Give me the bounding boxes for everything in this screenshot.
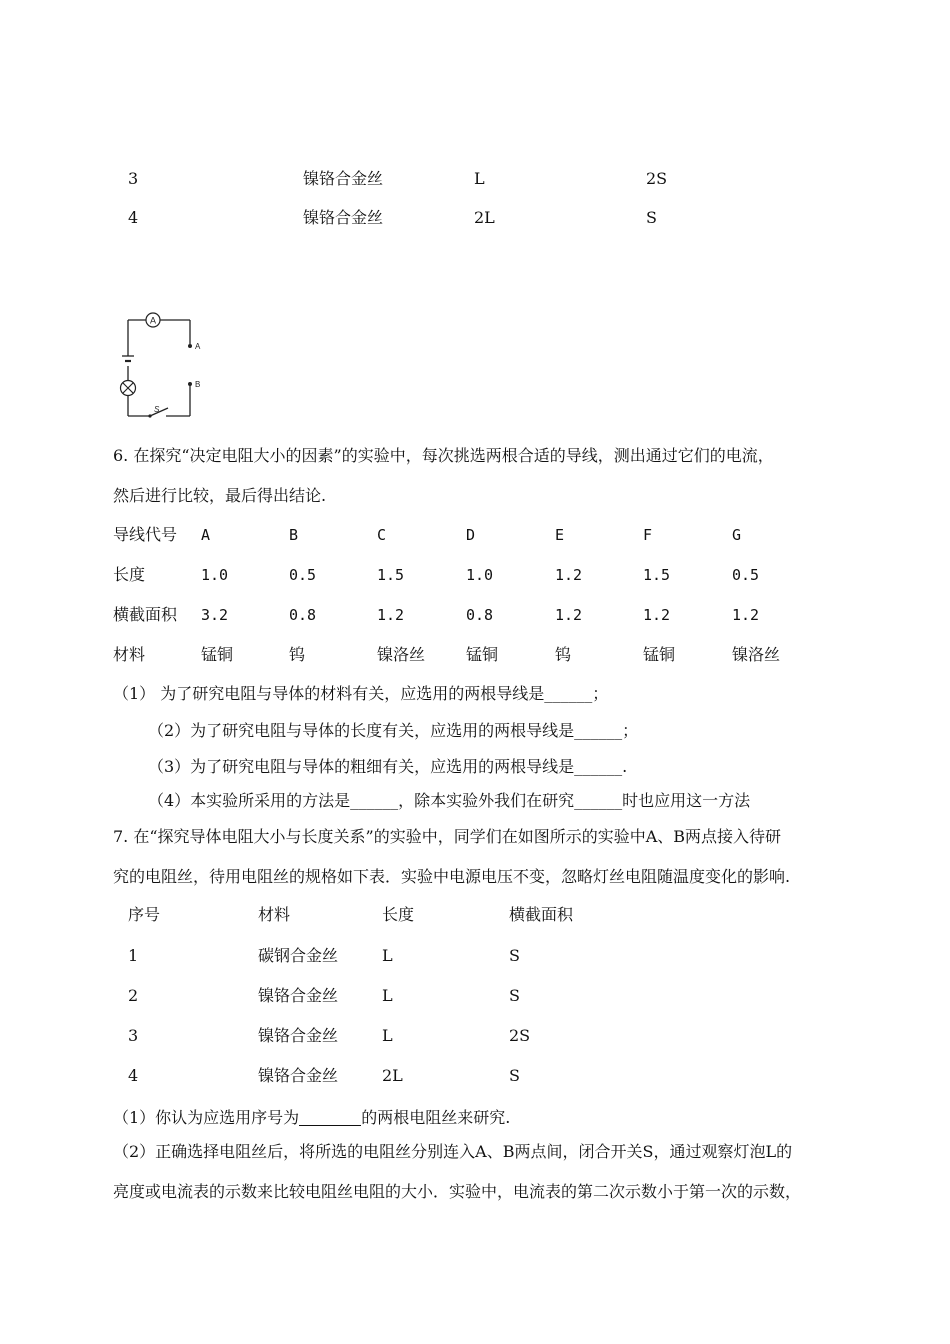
ammeter-label: A xyxy=(149,315,157,326)
q7-stem-line1: 7. 在“探究导体电阻大小与长度关系”的实验中，同学们在如图所示的实验中A、B两点接入待研 xyxy=(113,827,782,846)
table-cell: S xyxy=(509,946,520,965)
table-cell: S xyxy=(509,986,520,1005)
q7-sub1-prefix: （1）你认为应选用序号为 xyxy=(113,1108,300,1127)
table-header-cell: B xyxy=(289,526,299,544)
q7-subquestion-2-line2: 亮度或电流表的示数来比较电阻丝电阻的大小．实验中，电流表的第二次示数小于第一次的示数， xyxy=(113,1182,802,1201)
table-cell: S xyxy=(509,1066,520,1085)
table-header-cell: E xyxy=(555,526,565,544)
table-cell: 镍铬合金丝 xyxy=(258,1066,339,1085)
table-cell: 长度 xyxy=(113,565,146,584)
table-header-cell: 导线代号 xyxy=(113,525,178,544)
lamp-icon xyxy=(121,381,136,396)
table-cell: 镍洛丝 xyxy=(732,645,781,664)
table-cell: 镍铬合金丝 xyxy=(258,1026,339,1045)
table-cell: 3 xyxy=(128,1026,139,1045)
table-cell: 3.2 xyxy=(201,606,229,624)
terminal-b-icon xyxy=(188,382,192,386)
circuit-diagram xyxy=(112,308,212,423)
q7-stem-line2: 究的电阻丝，待用电阻丝的规格如下表．实验中电源电压不变，忽略灯丝电阻随温度变化的影响. xyxy=(113,867,791,886)
table-cell: 钨 xyxy=(289,645,306,664)
table-cell: 1.2 xyxy=(643,606,671,624)
table-cell: S xyxy=(646,208,657,227)
table-cell: 钨 xyxy=(555,645,572,664)
switch-label: S xyxy=(154,405,160,414)
table-cell: 2L xyxy=(474,208,495,227)
table-cell: 2L xyxy=(382,1066,403,1085)
table-cell: 1.5 xyxy=(377,566,405,584)
table-header-cell: 长度 xyxy=(382,905,415,924)
table-cell: 镍洛丝 xyxy=(377,645,426,664)
q7-subquestion-2-line1: （2）正确选择电阻丝后，将所选的电阻丝分别连入A、B两点间，闭合开关S，通过观察灯泡L的 xyxy=(113,1142,793,1161)
table-cell: 锰铜 xyxy=(201,645,234,664)
q6-stem-line1: 6. 在探究“决定电阻大小的因素”的实验中，每次挑选两根合适的导线，测出通过它们的电流， xyxy=(113,446,774,465)
table-cell: 1.0 xyxy=(201,566,229,584)
table-cell: L xyxy=(382,1026,393,1045)
table-cell: 0.8 xyxy=(289,606,317,624)
table-cell: 镍铬合金丝 xyxy=(303,208,384,227)
table-cell: 0.5 xyxy=(289,566,317,584)
battery-icon xyxy=(122,356,134,361)
table-cell: 镍铬合金丝 xyxy=(258,986,339,1005)
table-header-cell: G xyxy=(732,526,742,544)
table-header-cell: D xyxy=(466,526,476,544)
table-cell: 1.0 xyxy=(466,566,494,584)
table-cell: 3 xyxy=(128,169,139,188)
table-header-cell: 序号 xyxy=(128,905,161,924)
terminal-a-icon xyxy=(188,344,192,348)
table-cell: 横截面积 xyxy=(113,605,178,624)
table-cell: 锰铜 xyxy=(466,645,499,664)
table-cell: 1.2 xyxy=(555,606,583,624)
table-cell: 1.5 xyxy=(643,566,671,584)
table-cell: L xyxy=(474,169,485,188)
table-cell: 材料 xyxy=(113,645,146,664)
q6-subquestion-1: （1） 为了研究电阻与导体的材料有关，应选用的两根导线是______； xyxy=(113,684,609,703)
switch-icon xyxy=(148,414,151,417)
table-header-cell: 材料 xyxy=(258,905,291,924)
table-cell: 2 xyxy=(128,986,139,1005)
table-cell: 镍铬合金丝 xyxy=(303,169,384,188)
q7-subquestion-1 xyxy=(113,1108,510,1128)
table-cell: 1 xyxy=(128,946,139,965)
table-cell: 1.2 xyxy=(732,606,760,624)
table-cell: 4 xyxy=(128,1066,139,1085)
q7-sub1-suffix: 的两根电阻丝来研究. xyxy=(361,1108,511,1127)
q6-stem-line2: 然后进行比较，最后得出结论. xyxy=(113,486,327,505)
answer-blank[interactable] xyxy=(299,1109,361,1126)
table-header-cell: F xyxy=(643,526,653,544)
table-cell: 碳钢合金丝 xyxy=(258,946,339,965)
table-cell: 2S xyxy=(646,169,668,188)
table-header-cell: C xyxy=(377,526,387,544)
table-header-cell: A xyxy=(201,526,211,544)
table-header-cell: 横截面积 xyxy=(509,905,574,924)
table-cell: 0.5 xyxy=(732,566,760,584)
point-a-label: A xyxy=(195,342,201,351)
table-cell: 1.2 xyxy=(555,566,583,584)
table-cell: 0.8 xyxy=(466,606,494,624)
table-cell: 1.2 xyxy=(377,606,405,624)
point-b-label: B xyxy=(195,380,201,389)
table-cell: 锰铜 xyxy=(643,645,676,664)
q6-subquestion-4: （4）本实验所采用的方法是______，除本实验外我们在研究______时也应用这一方法 xyxy=(148,791,751,810)
q6-subquestion-2: （2）为了研究电阻与导体的长度有关，应选用的两根导线是______； xyxy=(148,721,639,740)
table-cell: 2S xyxy=(509,1026,531,1045)
table-cell: 4 xyxy=(128,208,139,227)
table-cell: L xyxy=(382,986,393,1005)
table-cell: L xyxy=(382,946,393,965)
q6-subquestion-3: （3）为了研究电阻与导体的粗细有关，应选用的两根导线是______. xyxy=(148,757,628,776)
